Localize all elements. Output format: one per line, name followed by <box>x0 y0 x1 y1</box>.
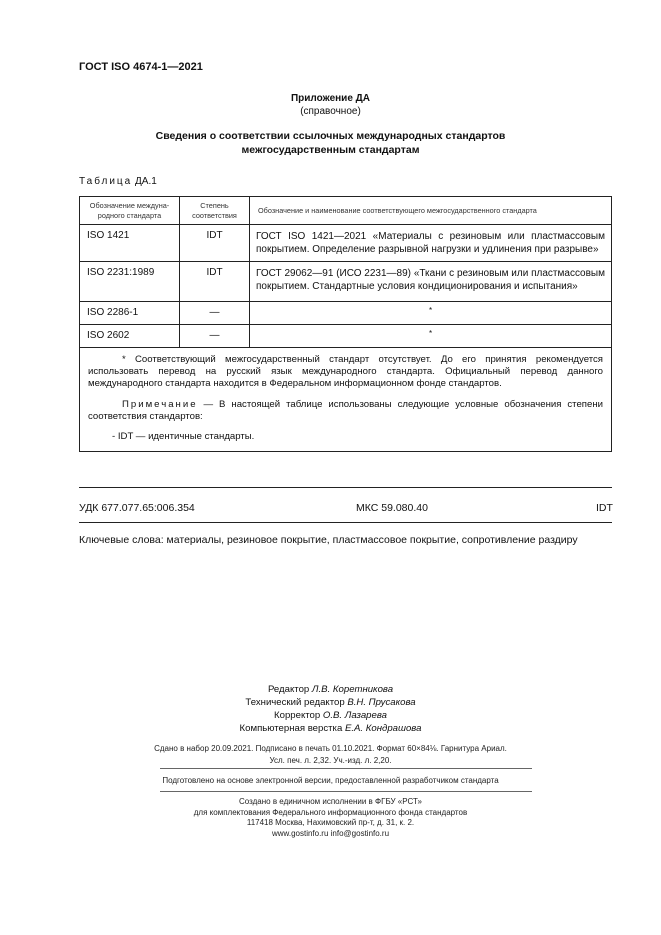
standards-table <box>79 196 612 452</box>
national-standard-cell: ГОСТ 29062—91 (ИСО 2231—89) «Ткани с резиновым или пластмассовым покрытием. Стандартные условия кондиционирования и испытания» <box>250 262 612 302</box>
intl-standard-cell: ISO 2231:1989 <box>80 262 180 302</box>
annex-heading-line2: межгосударственным стандартам <box>241 144 420 156</box>
table-row <box>80 325 612 348</box>
mks-code: МКС 59.080.40 <box>356 502 428 514</box>
annex-subtitle: (справочное) <box>300 106 361 117</box>
table-row <box>80 302 612 325</box>
header-intl-standard: Обозначение междуна-родного стандарта <box>80 197 180 225</box>
note-text: — В настоящей таблице использованы следующие условные обозначения степени соответствия стандартов: <box>88 399 603 422</box>
intl-standard-cell: ISO 2286-1 <box>80 302 180 325</box>
correspondence-degree: IDT <box>596 502 613 514</box>
note-item-idt: - IDT — идентичные стандарты. <box>112 431 255 442</box>
publisher-web[interactable]: www.gostinfo.ru info@gostinfo.ru <box>271 828 390 838</box>
degree-cell: IDT <box>180 262 250 302</box>
imprint-info <box>0 743 661 767</box>
national-standard-cell: ГОСТ ISO 1421—2021 «Материалы с резиновым или пластмассовым покрытием. Определение разрывной нагрузки и удлинения при разрыве» <box>250 225 612 262</box>
table-footnote: * Соответствующий межгосударственный стандарт отсутствует. До его принятия рекомендуется использовать перевод на русский язык международного стандарта. Официальный перевод данного международного стандарта находится в Федеральном информационном фонде стандартов. <box>88 354 603 389</box>
divider-top <box>79 487 612 488</box>
annex-title: Приложение ДА <box>290 93 371 104</box>
credit-editor: Редактор Л.В. Коретникова <box>267 684 394 695</box>
table-header-row <box>80 197 612 225</box>
credit-proofreader: Корректор О.В. Лазарева <box>274 710 387 721</box>
divider-middle <box>79 522 612 523</box>
document-code: ГОСТ ISO 4674-1—2021 <box>79 61 203 73</box>
divider-publisher <box>160 791 532 792</box>
credit-layout: Компьютерная верстка Е.А. Кондрашова <box>239 723 422 734</box>
publisher-line2: для комплектования Федерального информационного фонда стандартов <box>193 807 468 817</box>
degree-cell: — <box>180 302 250 325</box>
table-row <box>80 225 612 262</box>
publisher-info <box>0 797 661 839</box>
keywords: Ключевые слова: материалы, резиновое покрытие, пластмассовое покрытие, сопротивление раздиру <box>79 534 578 546</box>
credit-tech-editor: Технический редактор В.Н. Прусакова <box>245 697 416 708</box>
national-standard-cell: * <box>250 302 612 325</box>
note-label: Примечание <box>122 399 198 410</box>
table-caption-word: Таблица <box>79 176 133 187</box>
header-national-standard: Обозначение и наименование соответствующего межгосударственного стандарта <box>250 197 612 225</box>
degree-cell: IDT <box>180 225 250 262</box>
table-note <box>88 399 603 423</box>
degree-cell: — <box>180 325 250 348</box>
table-notes <box>80 348 612 452</box>
imprint-line1: Сдано в набор 20.09.2021. Подписано в печать 01.10.2021. Формат 60×84⅛. Гарнитура Ариал. <box>154 744 507 753</box>
intl-standard-cell: ISO 2602 <box>80 325 180 348</box>
table-caption <box>79 176 157 187</box>
intl-standard-cell: ISO 1421 <box>80 225 180 262</box>
udk-code: УДК 677.077.65:006.354 <box>79 502 195 514</box>
prepared-note: Подготовлено на основе электронной версии, предоставленной разработчиком стандарта <box>162 776 499 785</box>
table-caption-number: ДА.1 <box>135 176 157 187</box>
national-standard-cell: * <box>250 325 612 348</box>
header-degree: Степень соответствия <box>180 197 250 225</box>
table-notes-row <box>80 348 612 452</box>
annex-heading <box>0 129 661 157</box>
publisher-line1: Создано в единичном исполнении в ФГБУ «РСТ» <box>239 797 422 806</box>
imprint-line2: Усл. печ. л. 2,32. Уч.-изд. л. 2,20. <box>269 756 392 765</box>
annex-heading-line1: Сведения о соответствии ссылочных международных стандартов <box>155 130 506 142</box>
editorial-credits <box>0 683 661 735</box>
table-row <box>80 262 612 302</box>
divider-imprint <box>160 768 532 769</box>
publisher-address: 117418 Москва, Нахимовский пр-т, д. 31, к. 2. <box>246 818 415 827</box>
